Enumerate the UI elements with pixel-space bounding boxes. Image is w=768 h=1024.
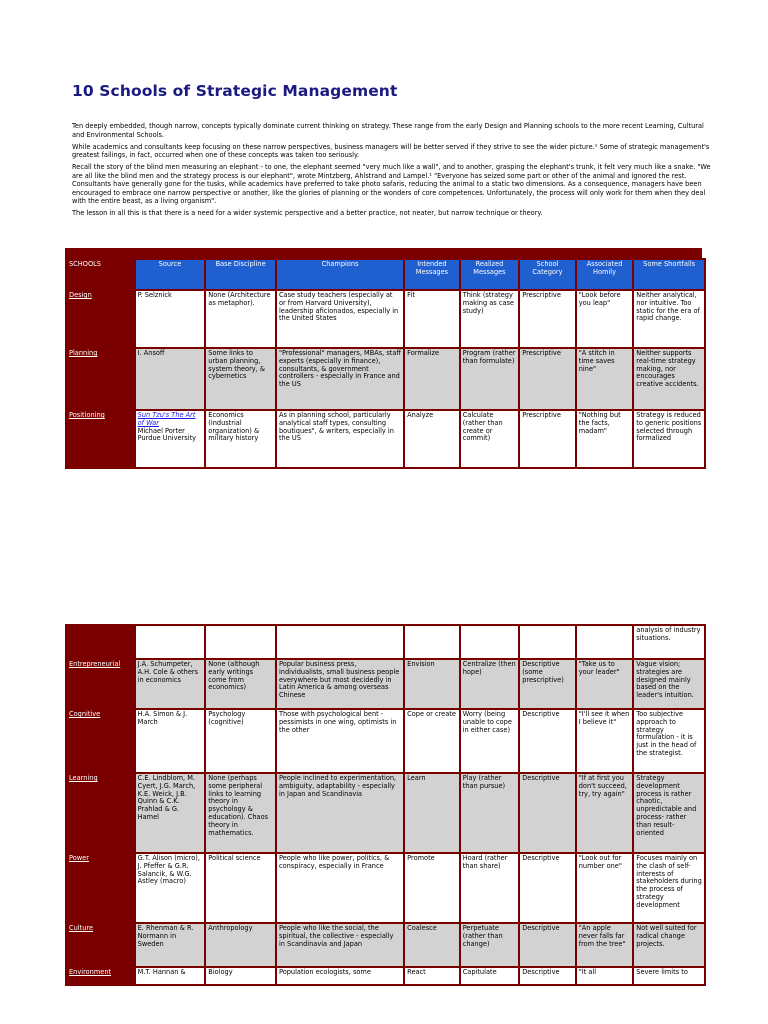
cell-source: M.T. Hannan &	[136, 968, 205, 984]
cell-category: Descriptive	[520, 924, 575, 966]
cell-realized: Perpetuate (rather than change)	[461, 924, 519, 966]
cell-source: E. Rhenman & R. Normann in Sweden	[136, 924, 205, 966]
cell-empty	[136, 626, 205, 658]
header-realized: Realized Messages	[461, 260, 519, 289]
intro-paragraph: Recall the story of the blind men measuring an elephant - to one, the elephant seemed "very much like a wall", and to another, grasping the elephant's trunk, it felt very much like a snake. "We are all like the blind men and the strategy process is our elephant", wrote Mintzberg, Ahlstrand and Lampel.¹ "Everyone has seized some part or other of the animal and ignored the rest. Consultants have generally gone for the tusks, while academics have preferred to take photo safaris, reducing the animal to a static two dimensions. As a consequence, managers have been encouraged to embrace one narrow perspective or another, like the glories of planning or the wonders of core competences. Unfortunately, the process will only work for them when they deal with the entire beast, as a living organism".	[72, 163, 711, 205]
cell-champions: Popular business press, individualists, small business people everywhere but most decidedly in Latin America & among overseas Chinese	[277, 660, 403, 708]
cell-shortfalls: Strategy is reduced to generic positions selected through formalized	[634, 411, 704, 467]
cell-empty	[277, 626, 403, 658]
header-homily: Associated Homily	[577, 260, 633, 289]
cell-discipline: None (Architecture as metaphor).	[206, 291, 275, 347]
cell-realized: Centralize (then hope)	[461, 660, 519, 708]
intro-paragraph: Ten deeply embedded, though narrow, concepts typically dominate current thinking on strategy. These range from the early Design and Planning schools to the more recent Learning, Cultural and Environmental Schools.	[72, 122, 704, 139]
cell-realized: Hoard (rather than share)	[461, 854, 519, 922]
cell-homily: "Look out for number one"	[577, 854, 633, 922]
header-category: School Category	[520, 260, 575, 289]
table-row	[67, 854, 704, 922]
cell-discipline: Anthropology	[206, 924, 275, 966]
cell-shortfalls: Neither supports real-time strategy making, nor encourages creative accidents.	[634, 349, 704, 409]
cell-homily: "An apple never falls far from the tree"	[577, 924, 633, 966]
header-schools: SCHOOLS	[67, 260, 134, 289]
cell-discipline: None (perhaps some peripheral links to learning theory in psychology & education). Chaos theory in mathematics.	[206, 774, 275, 852]
cell-realized: Calculate (rather than create or commit)	[461, 411, 519, 467]
cell-homily: "Take us to your leader"	[577, 660, 633, 708]
cell-champions: Those with psychological bent - pessimists in one wing, optimists in the other	[277, 710, 403, 772]
cell-messages: React	[405, 968, 459, 984]
cell-shortfalls: Too subjective approach to strategy formulation - it is just in the head of the strategist.	[634, 710, 704, 772]
cell-category: Prescriptive	[520, 411, 575, 467]
cell-champions: "Professional" managers, MBAs, staff experts (especially in finance), consultants, & government controllers - especially in France and the US	[277, 349, 403, 409]
cell-champions: Case study teachers (especially at or from Harvard University), leadership aficionados, especially in the United States	[277, 291, 403, 347]
cell-messages: Learn	[405, 774, 459, 852]
cell-category: Prescriptive	[520, 349, 575, 409]
cell-discipline: Biology	[206, 968, 275, 984]
cell-category: Prescriptive	[520, 291, 575, 347]
cell-empty	[461, 626, 519, 658]
cell-messages: Coalesce	[405, 924, 459, 966]
cell-source	[136, 411, 205, 467]
cell-champions: People who like power, politics, & conspiracy, especially in France	[277, 854, 403, 922]
school-link-positioning[interactable]: Positioning	[67, 411, 134, 467]
cell-realized: Program (rather than formulate)	[461, 349, 519, 409]
cell-source: P. Selznick	[136, 291, 205, 347]
cell-realized: Capitulate	[461, 968, 519, 984]
cell-homily: "If at first you don't succeed, try, try again"	[577, 774, 633, 852]
header-row	[67, 260, 704, 289]
table-row	[67, 660, 704, 708]
cell-homily: "Nothing but the facts, madam"	[577, 411, 633, 467]
table-row	[67, 291, 704, 347]
cell-source: H.A. Simon & J. March	[136, 710, 205, 772]
cell-discipline: Political science	[206, 854, 275, 922]
school-link-cognitive[interactable]: Cognitive	[67, 710, 134, 772]
cell-source: J.A. Schumpeter, A.H. Cole & others in economics	[136, 660, 205, 708]
cell-homily: "It all	[577, 968, 633, 984]
cell-messages: Envision	[405, 660, 459, 708]
table-row	[67, 774, 704, 852]
cell-empty	[206, 626, 275, 658]
cell-realized: Play (rather than pursue)	[461, 774, 519, 852]
header-source: Source	[136, 260, 205, 289]
cell-category: Descriptive (some prescriptive)	[520, 660, 575, 708]
cell-champions: People who like the social, the spiritual, the collective - especially in Scandinavia and Japan	[277, 924, 403, 966]
cell-messages: Cope or create	[405, 710, 459, 772]
cell-homily: "Look before you leap"	[577, 291, 633, 347]
cell-shortfalls: analysis of industry situations.	[634, 626, 704, 658]
cell-messages: Fit	[405, 291, 459, 347]
intro-text	[72, 122, 712, 221]
cell-discipline: Some links to urban planning, system theory, & cybernetics	[206, 349, 275, 409]
cell-shortfalls: Focuses mainly on the clash of self-interests of stakeholders during the process of strategy development	[634, 854, 704, 922]
page-title: 10 Schools of Strategic Management	[72, 82, 398, 100]
art-of-war-link[interactable]: Sun Tzu's The Art of War	[137, 411, 196, 427]
cell-category: Descriptive	[520, 710, 575, 772]
cell-shortfalls: Neither analytical, nor intuitive. Too static for the era of rapid change.	[634, 291, 704, 347]
table-row	[67, 968, 704, 984]
cell-homily: "A stitch in time saves nine"	[577, 349, 633, 409]
cell-source: C.E. Lindblom, M. Cyert, J.G. March, K.E. Weick, J.B. Quinn & C.K. Prahlad & G. Hamel	[136, 774, 205, 852]
cell-messages: Formalize	[405, 349, 459, 409]
cell-category: Descriptive	[520, 774, 575, 852]
cell-source: I. Ansoff	[136, 349, 205, 409]
cell-shortfalls: Vague vision; strategies are designed mainly based on the leader's intuition.	[634, 660, 704, 708]
table-row	[67, 411, 704, 467]
schools-table-top	[65, 258, 706, 469]
cell-category: Descriptive	[520, 854, 575, 922]
cell-champions: People inclined to experimentation, ambiguity, adaptability - especially in Japan and Scandinavia	[277, 774, 403, 852]
header-messages: Intended Messages	[405, 260, 459, 289]
cell-realized: Worry (being unable to cope in either case)	[461, 710, 519, 772]
cell-source-rest: Michael Porter Purdue University	[137, 426, 197, 443]
cell-champions: As in planning school, particularly analytical staff types, consulting boutiques", & writers, especially in the US	[277, 411, 403, 467]
table-row	[67, 924, 704, 966]
header-champions: Champions	[277, 260, 403, 289]
school-link-design[interactable]: Design	[67, 291, 134, 347]
school-cell-empty	[67, 626, 134, 658]
cell-empty	[577, 626, 633, 658]
header-discipline: Base Discipline	[206, 260, 275, 289]
table-top-bar	[65, 248, 702, 258]
intro-paragraph: The lesson in all this is that there is a need for a wider systemic perspective and a better practice, not neater, but narrow technique or theory.	[72, 209, 543, 217]
header-shortfalls: Some Shortfalls	[634, 260, 704, 289]
cell-category: Descriptive	[520, 968, 575, 984]
cell-discipline: Economics (industrial organization) & military history	[206, 411, 275, 467]
cell-shortfalls: Severe limits to	[634, 968, 704, 984]
cell-messages: Analyze	[405, 411, 459, 467]
schools-table-bottom	[65, 624, 706, 986]
table-row	[67, 349, 704, 409]
cell-realized: Think (strategy making as case study)	[461, 291, 519, 347]
school-link-culture[interactable]: Culture	[67, 924, 134, 966]
table-row	[67, 710, 704, 772]
cell-messages: Promote	[405, 854, 459, 922]
school-link-planning[interactable]: Planning	[67, 349, 134, 409]
table-row	[67, 626, 704, 658]
cell-shortfalls: Not well suited for radical change projects.	[634, 924, 704, 966]
school-link-power[interactable]: Power	[67, 854, 134, 922]
school-link-entrepreneurial[interactable]: Entrepreneurial	[67, 660, 134, 708]
school-link-environment[interactable]: Environment	[67, 968, 134, 984]
cell-discipline: Psychology (cognitive)	[206, 710, 275, 772]
intro-paragraph: While academics and consultants keep focusing on these narrow perspectives, business managers will be better served if they strive to see the wider picture.¹ Some of strategic management's greatest failings, in fact, occurred when one of these concepts was taken too seriously.	[72, 142, 710, 159]
cell-empty	[520, 626, 575, 658]
cell-source: G.T. Alison (micro), J. Pfeffer & G.R. Salancik, & W.G. Astley (macro)	[136, 854, 205, 922]
cell-homily: "I'll see it when I believe it"	[577, 710, 633, 772]
cell-shortfalls: Strategy development process is rather chaotic, unpredictable and process- rather than result-oriented	[634, 774, 704, 852]
cell-discipline: None (although early writings come from economics)	[206, 660, 275, 708]
school-link-learning[interactable]: Learning	[67, 774, 134, 852]
cell-empty	[405, 626, 459, 658]
cell-champions: Population ecologists, some	[277, 968, 403, 984]
